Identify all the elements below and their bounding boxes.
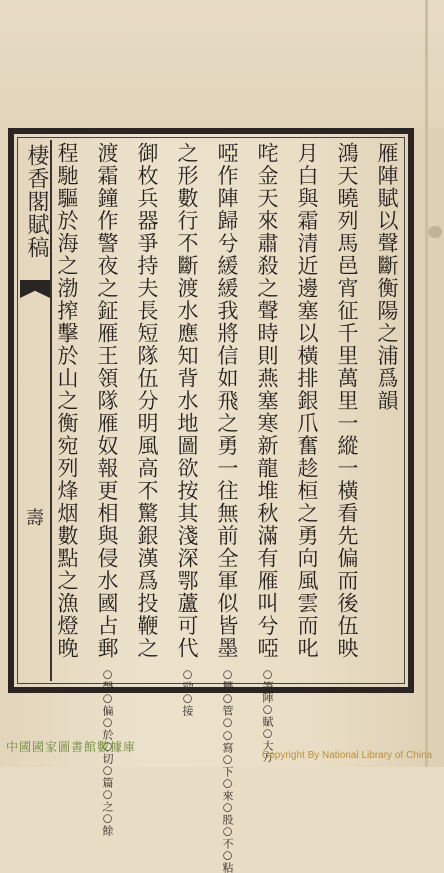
text-column-3: 月白與霜清近邊塞以橫排銀爪奮趁桓之勇向風雲而叱 [295,142,319,660]
text-column-6: 之形數行不斷渡水應知背水地圖欲按其淺深鄂蘆可代 ○勁○接 [175,142,199,716]
text-column-2: 鴻天曉列馬邑宵征千里萬里一縱一橫看先偏而後伍映 [335,142,359,660]
text-column-1: 雁陣賦以聲斷衡陽之浦爲韻 [375,142,399,412]
text-column-4: 咤金天來肅殺之聲時則燕塞寒新龍堆秋滿有雁叫兮啞 ○筆陣○賦○大方 [255,142,279,762]
commentary-note: ○勁○接 [181,667,194,716]
commentary-note: ○聲○偏○於○切○篇○之○餘 [101,667,114,836]
commentary-note: ○雙○管○○寫○下○來○股○不○粘 [221,667,234,873]
block-heart-column [20,140,52,681]
commentary-note: ○筆陣○賦○大方 [261,667,274,762]
binding-hole [428,226,442,238]
page-fold [425,0,428,767]
text-column-7: 御枚兵器爭持夫長短隊伍分明風高不驚銀漢爲投鞭之 [135,142,159,660]
book-title: 棲香閣賦稿 [24,144,49,259]
text-column-5: 啞作陣歸兮緩緩我將信如飛之勇一往無前全軍似皆墨 ○雙○管○○寫○下○來○股○不○粘 [215,142,239,873]
fishtail-mark [20,280,50,298]
text-column-8: 渡霜鐘作警夜之鉦雁王領隊雁奴報更相與侵水國占郵 ○聲○偏○於○切○篇○之○餘 [95,142,119,836]
library-watermark: 中國國家圖書館數據庫 [6,740,137,754]
page-marker: 壽 [23,508,44,526]
copyright-watermark: Copyright By National Library of China [262,750,433,761]
text-column-9: 程馳驅於海之渤搾擊於山之衡宛列烽烟數點之漁燈晚 [55,142,79,660]
top-blank-margin [0,0,444,128]
